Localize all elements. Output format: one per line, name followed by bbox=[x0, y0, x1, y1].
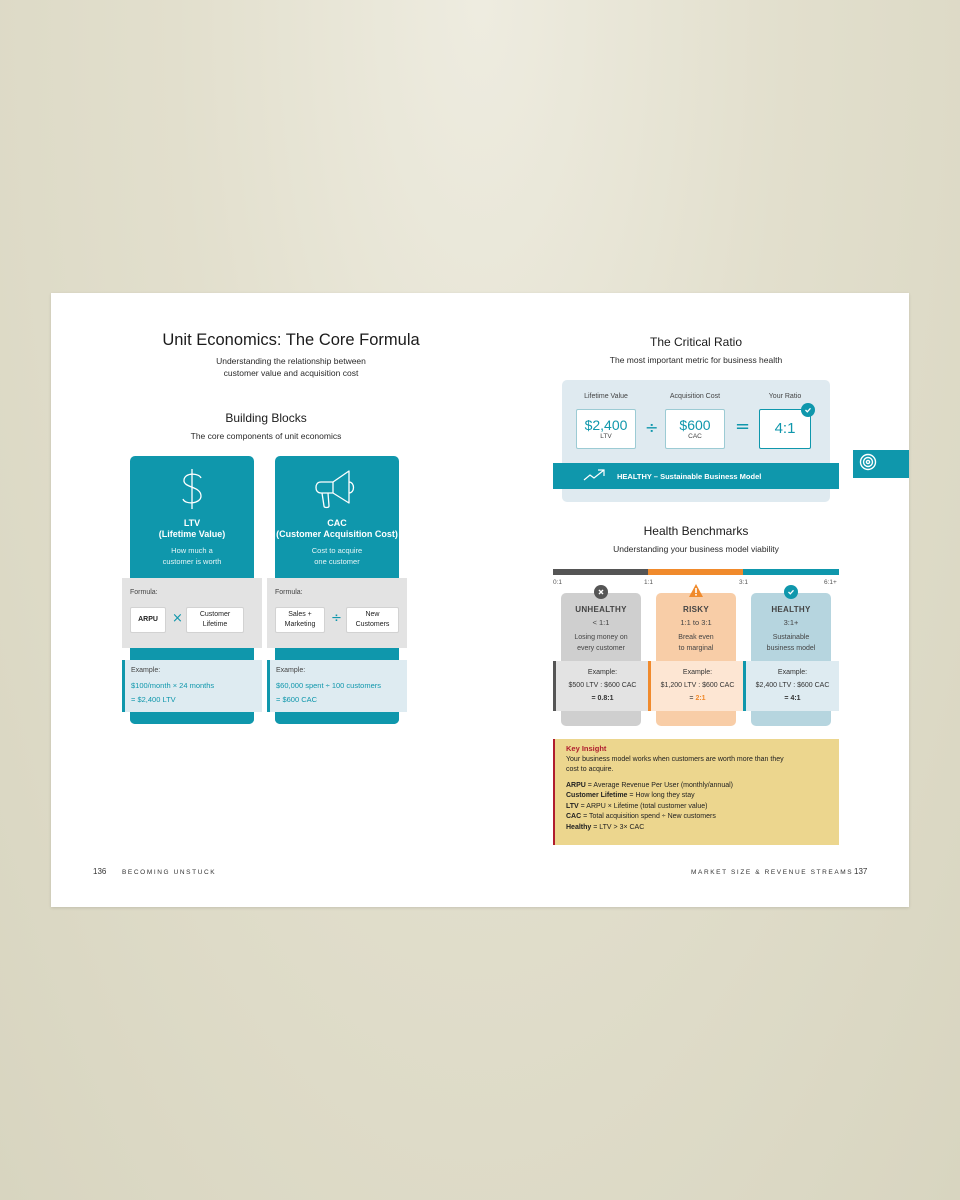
example-line: $100/month × 24 months bbox=[131, 681, 215, 690]
benchmark-name: RISKY bbox=[683, 605, 709, 614]
benchmarks-subtitle: Understanding your business model viability bbox=[613, 544, 779, 554]
insight-heading: Key Insight bbox=[566, 744, 607, 753]
definition-term: Healthy bbox=[566, 823, 592, 831]
example-label: Example: bbox=[276, 667, 306, 674]
x-circle-icon bbox=[594, 585, 608, 599]
ltv-value-box bbox=[576, 409, 636, 449]
example-result: = 4:1 bbox=[784, 695, 801, 702]
ratio-value: 4:1 bbox=[774, 420, 796, 437]
benchmarks-title: Health Benchmarks bbox=[643, 524, 749, 538]
term-line: Customer bbox=[199, 611, 231, 618]
insight-body: Your business model works when customers are worth more than they bbox=[566, 755, 784, 763]
card-desc-line: one customer bbox=[314, 557, 360, 566]
cac-description bbox=[275, 545, 399, 567]
divide-sign: ÷ bbox=[645, 418, 659, 437]
card-footer bbox=[130, 712, 254, 724]
page-subtitle bbox=[111, 355, 471, 379]
example-result: = 0.8:1 bbox=[591, 695, 614, 702]
benchmark-example-healthy bbox=[743, 661, 839, 711]
benchmark-range: < 1:1 bbox=[592, 618, 610, 627]
card-band bbox=[275, 648, 399, 660]
result-value: 2:1 bbox=[695, 695, 706, 702]
term-line: Lifetime bbox=[202, 621, 228, 628]
healthy-status-bar bbox=[553, 463, 839, 489]
key-insight-box bbox=[553, 739, 839, 845]
scale-segment-healthy bbox=[743, 569, 839, 575]
term-line: Marketing bbox=[284, 621, 316, 628]
cac-value: $600 bbox=[679, 417, 711, 433]
formula-label: Formula: bbox=[130, 589, 158, 596]
formula-term-arpu: ARPU bbox=[130, 607, 166, 633]
check-circle-icon bbox=[784, 585, 798, 599]
card-desc-line: Cost to acquire bbox=[311, 546, 363, 555]
benchmark-name: UNHEALTHY bbox=[575, 605, 627, 614]
running-head-right: MARKET SIZE & REVENUE STREAMS bbox=[691, 869, 854, 876]
divide-operator: ÷ bbox=[331, 611, 342, 626]
example-line: $60,000 spent ÷ 100 customers bbox=[276, 681, 382, 690]
example-result: = $2,400 LTV bbox=[131, 695, 176, 704]
desc-line: to marginal bbox=[678, 645, 714, 652]
term-line: New bbox=[365, 611, 380, 618]
example-label: Example: bbox=[682, 669, 713, 676]
megaphone-icon bbox=[275, 466, 399, 512]
ratio-label: Your Ratio bbox=[768, 393, 802, 400]
desc-line: Losing money on bbox=[574, 634, 628, 641]
ltv-formula bbox=[122, 578, 262, 648]
page-number-left: 136 bbox=[93, 867, 107, 876]
definition-text: = ARPU × Lifetime (total customer value) bbox=[578, 802, 708, 810]
formula-term-sales-marketing bbox=[275, 607, 325, 633]
definition-term: LTV bbox=[566, 802, 579, 810]
definition-term: CAC bbox=[566, 813, 582, 820]
cac-value-box bbox=[665, 409, 725, 449]
desc-line: Break even bbox=[678, 634, 714, 641]
card-full-name: (Customer Acquisition Cost) bbox=[276, 529, 398, 539]
check-badge-icon bbox=[801, 403, 815, 417]
ltv-description bbox=[130, 545, 254, 567]
benchmark-example-unhealthy bbox=[553, 661, 649, 711]
scale-tick: 1:1 bbox=[644, 579, 654, 586]
page-subtitle-line: customer value and acquisition cost bbox=[223, 368, 359, 378]
benchmark-range: 3:1+ bbox=[783, 618, 799, 627]
card-desc-line: customer is worth bbox=[162, 557, 222, 566]
example-label: Example: bbox=[587, 669, 618, 676]
scale-segment-unhealthy bbox=[553, 569, 648, 575]
formula-term-customer-lifetime bbox=[186, 607, 244, 633]
example-label: Example: bbox=[777, 669, 808, 676]
ltv-name bbox=[130, 518, 254, 540]
example-line: $1,200 LTV : $600 CAC bbox=[660, 682, 735, 689]
section-subtitle: The core components of unit economics bbox=[190, 431, 342, 441]
page-title: Unit Economics: The Core Formula bbox=[162, 331, 420, 349]
target-icon bbox=[859, 453, 877, 475]
multiply-operator: × bbox=[172, 611, 183, 626]
cac-name bbox=[275, 518, 399, 540]
cac-formula bbox=[267, 578, 407, 648]
definition-term: Customer Lifetime bbox=[566, 792, 628, 799]
trending-up-icon bbox=[583, 467, 607, 486]
definition-row bbox=[566, 802, 839, 813]
card-full-name: (Lifetime Value) bbox=[158, 529, 226, 539]
warning-triangle-icon bbox=[688, 583, 704, 602]
card-name: CAC bbox=[327, 518, 347, 528]
book-spread bbox=[51, 293, 909, 907]
scale-tick: 6:1+ bbox=[824, 579, 837, 586]
example-label: Example: bbox=[131, 667, 161, 674]
page-number-right: 137 bbox=[854, 867, 868, 876]
benchmark-desc bbox=[561, 632, 641, 654]
ltv-caption: LTV bbox=[600, 433, 612, 440]
result-prefix: = bbox=[689, 695, 696, 702]
definition-text: = LTV > 3× CAC bbox=[591, 823, 645, 831]
card-name: LTV bbox=[183, 518, 201, 528]
chapter-tab[interactable] bbox=[853, 450, 909, 478]
benchmark-name: HEALTHY bbox=[771, 605, 811, 614]
equals-sign: = bbox=[735, 416, 751, 437]
definition-row bbox=[566, 812, 839, 823]
definition-row bbox=[566, 791, 839, 802]
scale-tick: 3:1 bbox=[739, 579, 749, 586]
desc-line: Sustainable bbox=[772, 634, 810, 641]
ltv-example bbox=[122, 660, 262, 712]
example-line: $500 LTV : $600 CAC bbox=[568, 682, 637, 689]
cac-label: Acquisition Cost bbox=[669, 393, 721, 400]
definition-text: = Average Revenue Per User (monthly/annual) bbox=[585, 781, 733, 789]
card-desc-line: How much a bbox=[171, 546, 213, 555]
definition-text: = How long they stay bbox=[627, 792, 695, 799]
critical-ratio-subtitle: The most important metric for business health bbox=[609, 355, 783, 365]
card-footer bbox=[275, 712, 399, 724]
dollar-icon bbox=[130, 466, 254, 512]
term-line: Customers bbox=[355, 621, 390, 628]
benchmark-desc bbox=[656, 632, 736, 654]
definition-row bbox=[566, 823, 839, 834]
ltv-label: Lifetime Value bbox=[584, 393, 628, 400]
page-subtitle-line: Understanding the relationship between bbox=[216, 356, 366, 366]
running-head-left: BECOMING UNSTUCK bbox=[122, 869, 217, 876]
example-result: = $600 CAC bbox=[276, 695, 318, 704]
cac-example bbox=[267, 660, 407, 712]
example-line: $2,400 LTV : $600 CAC bbox=[755, 682, 830, 689]
desc-line: every customer bbox=[577, 645, 625, 652]
definition-text: = Total acquisition spend ÷ New customers bbox=[581, 813, 716, 820]
formula-term-new-customers bbox=[346, 607, 399, 633]
definition-term: ARPU bbox=[566, 781, 586, 789]
section-title: Building Blocks bbox=[225, 411, 307, 425]
status-text: HEALTHY – Sustainable Business Model bbox=[617, 471, 762, 481]
term-line: Sales + bbox=[288, 611, 312, 618]
benchmark-range: 1:1 to 3:1 bbox=[680, 618, 712, 627]
scale-tick: 0:1 bbox=[553, 579, 563, 586]
critical-ratio-title: The Critical Ratio bbox=[649, 335, 743, 349]
insight-body: cost to acquire. bbox=[566, 766, 614, 773]
desc-line: business model bbox=[766, 645, 816, 652]
ltv-value: $2,400 bbox=[584, 417, 628, 433]
benchmark-desc bbox=[751, 632, 831, 654]
scale-segment-risky bbox=[648, 569, 743, 575]
definition-row bbox=[566, 781, 839, 792]
card-band bbox=[130, 648, 254, 660]
formula-label: Formula: bbox=[275, 589, 303, 596]
benchmark-example-risky bbox=[648, 661, 744, 711]
cac-caption: CAC bbox=[688, 433, 702, 440]
example-result bbox=[651, 692, 744, 705]
